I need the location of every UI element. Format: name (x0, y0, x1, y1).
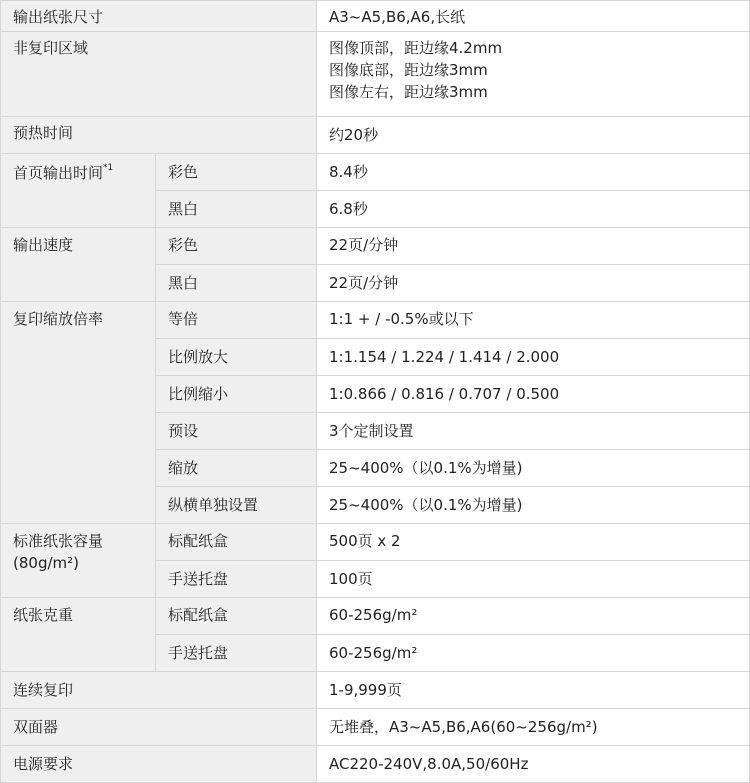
value-line: 图像底部，距边缘3mm (329, 61, 488, 79)
sub-label: 彩色 (156, 154, 317, 191)
table-row-capacity (1, 524, 750, 561)
sub-label: 黑白 (156, 191, 317, 228)
row-label: 首页输出时间$^{*1}$ (1, 154, 156, 228)
sub-label: 手送托盘 (156, 635, 317, 672)
sub-label: 比例缩小 (156, 376, 317, 413)
row-label: 复印缩放倍率 (1, 302, 156, 524)
row-value: 无堆叠，A3~A5,B6,A6(60~256g/m²) (317, 709, 750, 746)
row-value: 1-9,999页 (317, 672, 750, 709)
table-row-power (1, 746, 750, 783)
row-label: 电源要求 (1, 746, 317, 783)
row-value: 约20秒 (317, 117, 750, 154)
sub-label: 手送托盘 (156, 561, 317, 598)
table-row-non-copy-area (1, 32, 750, 117)
row-value: 3个定制设置 (317, 413, 750, 450)
row-value: 25~400%（以0.1%为增量) (317, 487, 750, 524)
row-value: 22页/分钟 (317, 228, 750, 265)
row-label: 标准纸张容量 (80g/m²) (1, 524, 156, 598)
row-value: 60-256g/m² (317, 598, 750, 635)
table-row-speed-color (1, 228, 750, 265)
sub-label: 比例放大 (156, 339, 317, 376)
table-row-duplex (1, 709, 750, 746)
row-value: AC220-240V,8.0A,50/60Hz (317, 746, 750, 783)
sub-label: 等倍 (156, 302, 317, 339)
table-row-zoom (1, 302, 750, 339)
row-value: A3~A5,B6,A6,长纸 (317, 1, 750, 32)
sub-label: 标配纸盒 (156, 524, 317, 561)
sub-label: 彩色 (156, 228, 317, 265)
row-label: 纸张克重 (1, 598, 156, 672)
row-value: 60-256g/m² (317, 635, 750, 672)
value-line: 图像顶部，距边缘4.2mm (329, 39, 503, 57)
row-value: 8.4秒 (317, 154, 750, 191)
row-value: 22页/分钟 (317, 265, 750, 302)
sub-label: 纵横单独设置 (156, 487, 317, 524)
row-label: 预热时间 (1, 117, 317, 154)
row-label: 输出速度 (1, 228, 156, 302)
sub-label: 预设 (156, 413, 317, 450)
row-value: 1:1 + / -0.5%或以下 (317, 302, 750, 339)
row-label: 非复印区域 (1, 32, 317, 117)
table-row-continuous (1, 672, 750, 709)
row-value: 25~400%（以0.1%为增量) (317, 450, 750, 487)
row-label: 连续复印 (1, 672, 317, 709)
row-value: 1:1.154 / 1.224 / 1.414 / 2.000 (317, 339, 750, 376)
table-row-first-copy-color (1, 154, 750, 191)
table-row-output-size (1, 1, 750, 32)
row-label: 双面器 (1, 709, 317, 746)
row-value: 500页 x 2 (317, 524, 750, 561)
table-row-weight (1, 598, 750, 635)
sub-label: 黑白 (156, 265, 317, 302)
row-value (317, 32, 750, 117)
row-value: 6.8秒 (317, 191, 750, 228)
sub-label: 缩放 (156, 450, 317, 487)
row-label: 输出纸张尺寸 (1, 1, 317, 32)
sub-label: 标配纸盒 (156, 598, 317, 635)
row-value: 1:0.866 / 0.816 / 0.707 / 0.500 (317, 376, 750, 413)
footnote-mark: *1 (103, 163, 114, 173)
row-value: 100页 (317, 561, 750, 598)
table-row-warmup (1, 117, 750, 154)
value-line: 图像左右，距边缘3mm (329, 83, 488, 101)
